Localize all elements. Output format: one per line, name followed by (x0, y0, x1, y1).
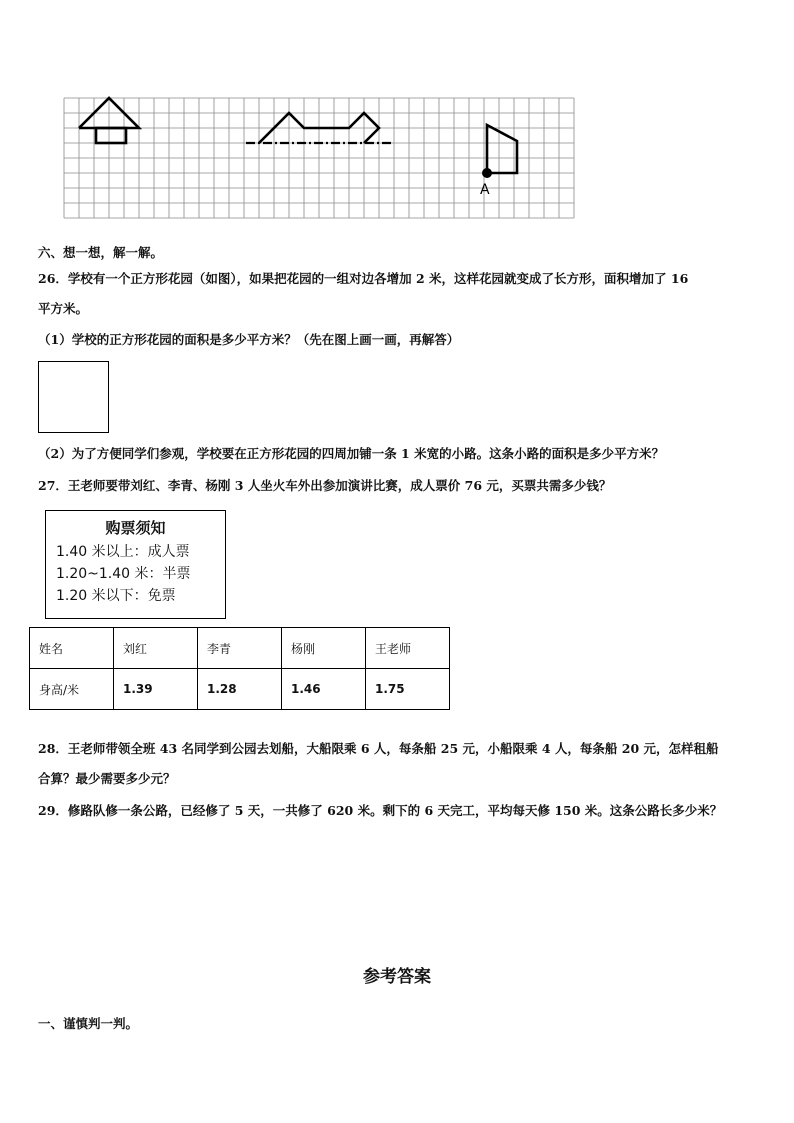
answer-section1: 一、谨慎判一判。 (38, 1016, 139, 1031)
notice-line: 1.20~1.40 米：半票 (56, 566, 191, 582)
table-header-row (30, 628, 450, 669)
square-garden-figure (38, 361, 109, 433)
q26-line2: 平方米。 (38, 301, 89, 316)
table-cell: 1.75 (366, 669, 450, 710)
table-cell: 身高/米 (30, 669, 114, 710)
point-a-label: A (480, 182, 490, 198)
q27-text: 27．王老师要带刘红、李青、杨刚 3 人坐火车外出参加演讲比赛，成人票价 76 元，买票共需多少钱？ (38, 478, 612, 493)
grid-lines (64, 98, 574, 218)
notice-line: 1.20 米以下：免票 (56, 588, 176, 604)
answer-title: 参考答案 (363, 967, 431, 987)
q26-line1: 26．学校有一个正方形花园（如图），如果把花园的一组对边各增加 2 米，这样花园就变成了长方形，面积增加了 16 (38, 271, 689, 286)
q26-part2: （2）为了方便同学们参观，学校要在正方形花园的四周加铺一条 1 米宽的小路。这条小路的面积是多少平方米？ (38, 446, 665, 461)
notice-title: 购票须知 (105, 519, 166, 537)
height-table (29, 627, 450, 710)
q28-line1: 28．王老师带领全班 43 名同学到公园去划船，大船限乘 6 人，每条船 25 元，小船限乘 4 人，每条船 20 元，怎样租船 (38, 741, 719, 756)
table-cell: 王老师 (366, 628, 450, 669)
notice-line: 1.40 米以上：成人票 (56, 544, 190, 560)
q28-line2: 合算？最少需要多少元？ (38, 771, 176, 786)
table-cell: 1.39 (114, 669, 198, 710)
section6-heading: 六、想一想，解一解。 (38, 245, 164, 260)
table-cell: 1.28 (198, 669, 282, 710)
q26-part1: （1）学校的正方形花园的面积是多少平方米？（先在图上画一画，再解答） (38, 332, 460, 347)
quadrilateral-shape (487, 125, 517, 173)
table-cell: 李青 (198, 628, 282, 669)
grid-figure (62, 96, 582, 222)
table-cell: 刘红 (114, 628, 198, 669)
point-a-dot (482, 168, 492, 178)
table-cell: 1.46 (282, 669, 366, 710)
table-cell: 杨刚 (282, 628, 366, 669)
table-row (30, 669, 450, 710)
ticket-notice-box (45, 510, 226, 619)
table-cell: 姓名 (30, 628, 114, 669)
q29-text: 29．修路队修一条公路，已经修了 5 天，一共修了 620 米。剩下的 6 天完工，平均每天修 150 米。这条公路长多少米？ (38, 803, 723, 818)
